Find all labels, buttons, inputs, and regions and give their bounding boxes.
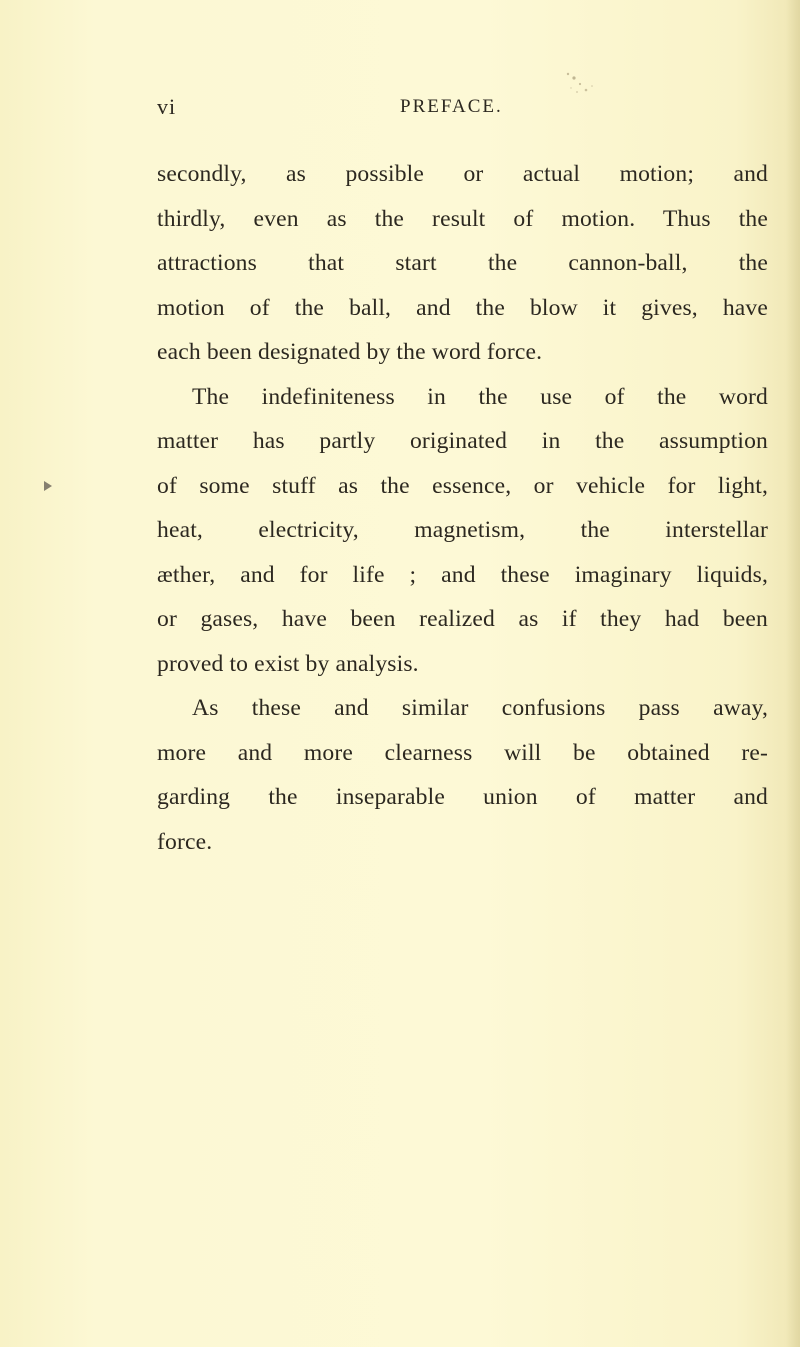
text-line: heat, electricity, magnetism, the interstellar <box>157 517 768 543</box>
paragraph <box>157 686 768 864</box>
page-number: vi <box>157 94 177 119</box>
text-line: As these and similar confusions pass away, <box>192 695 768 721</box>
text-line: more and more clearness will be obtained re- <box>157 739 768 766</box>
paragraph <box>157 152 768 375</box>
text-line: attractions that start the cannon-ball, the <box>157 250 768 276</box>
text-line: matter has partly originated in the assumption <box>157 428 768 454</box>
running-head: PREFACE. <box>400 96 503 117</box>
page-edge-shadow <box>786 0 800 1347</box>
page-header <box>0 94 800 134</box>
paragraph <box>157 375 768 687</box>
text-line: force. <box>157 828 213 855</box>
text-line: each been designated by the word force. <box>157 339 543 365</box>
text-line: thirdly, even as the result of motion. Thus the <box>157 205 768 232</box>
text-line: garding the inseparable union of matter and <box>157 784 768 810</box>
text-line: æther, and for life ; and these imaginary liquids, <box>157 561 768 588</box>
text-line: motion of the ball, and the blow it gives, have <box>157 294 768 321</box>
margin-pointer-mark <box>44 481 52 491</box>
text-line: The indefiniteness in the use of the word <box>192 383 768 410</box>
body-text <box>157 152 768 864</box>
text-line: secondly, as possible or actual motion; and <box>157 161 768 187</box>
text-line: or gases, have been realized as if they had been <box>157 606 768 632</box>
text-line: of some stuff as the essence, or vehicle for light, <box>157 472 768 499</box>
text-line: proved to exist by analysis. <box>157 650 419 677</box>
